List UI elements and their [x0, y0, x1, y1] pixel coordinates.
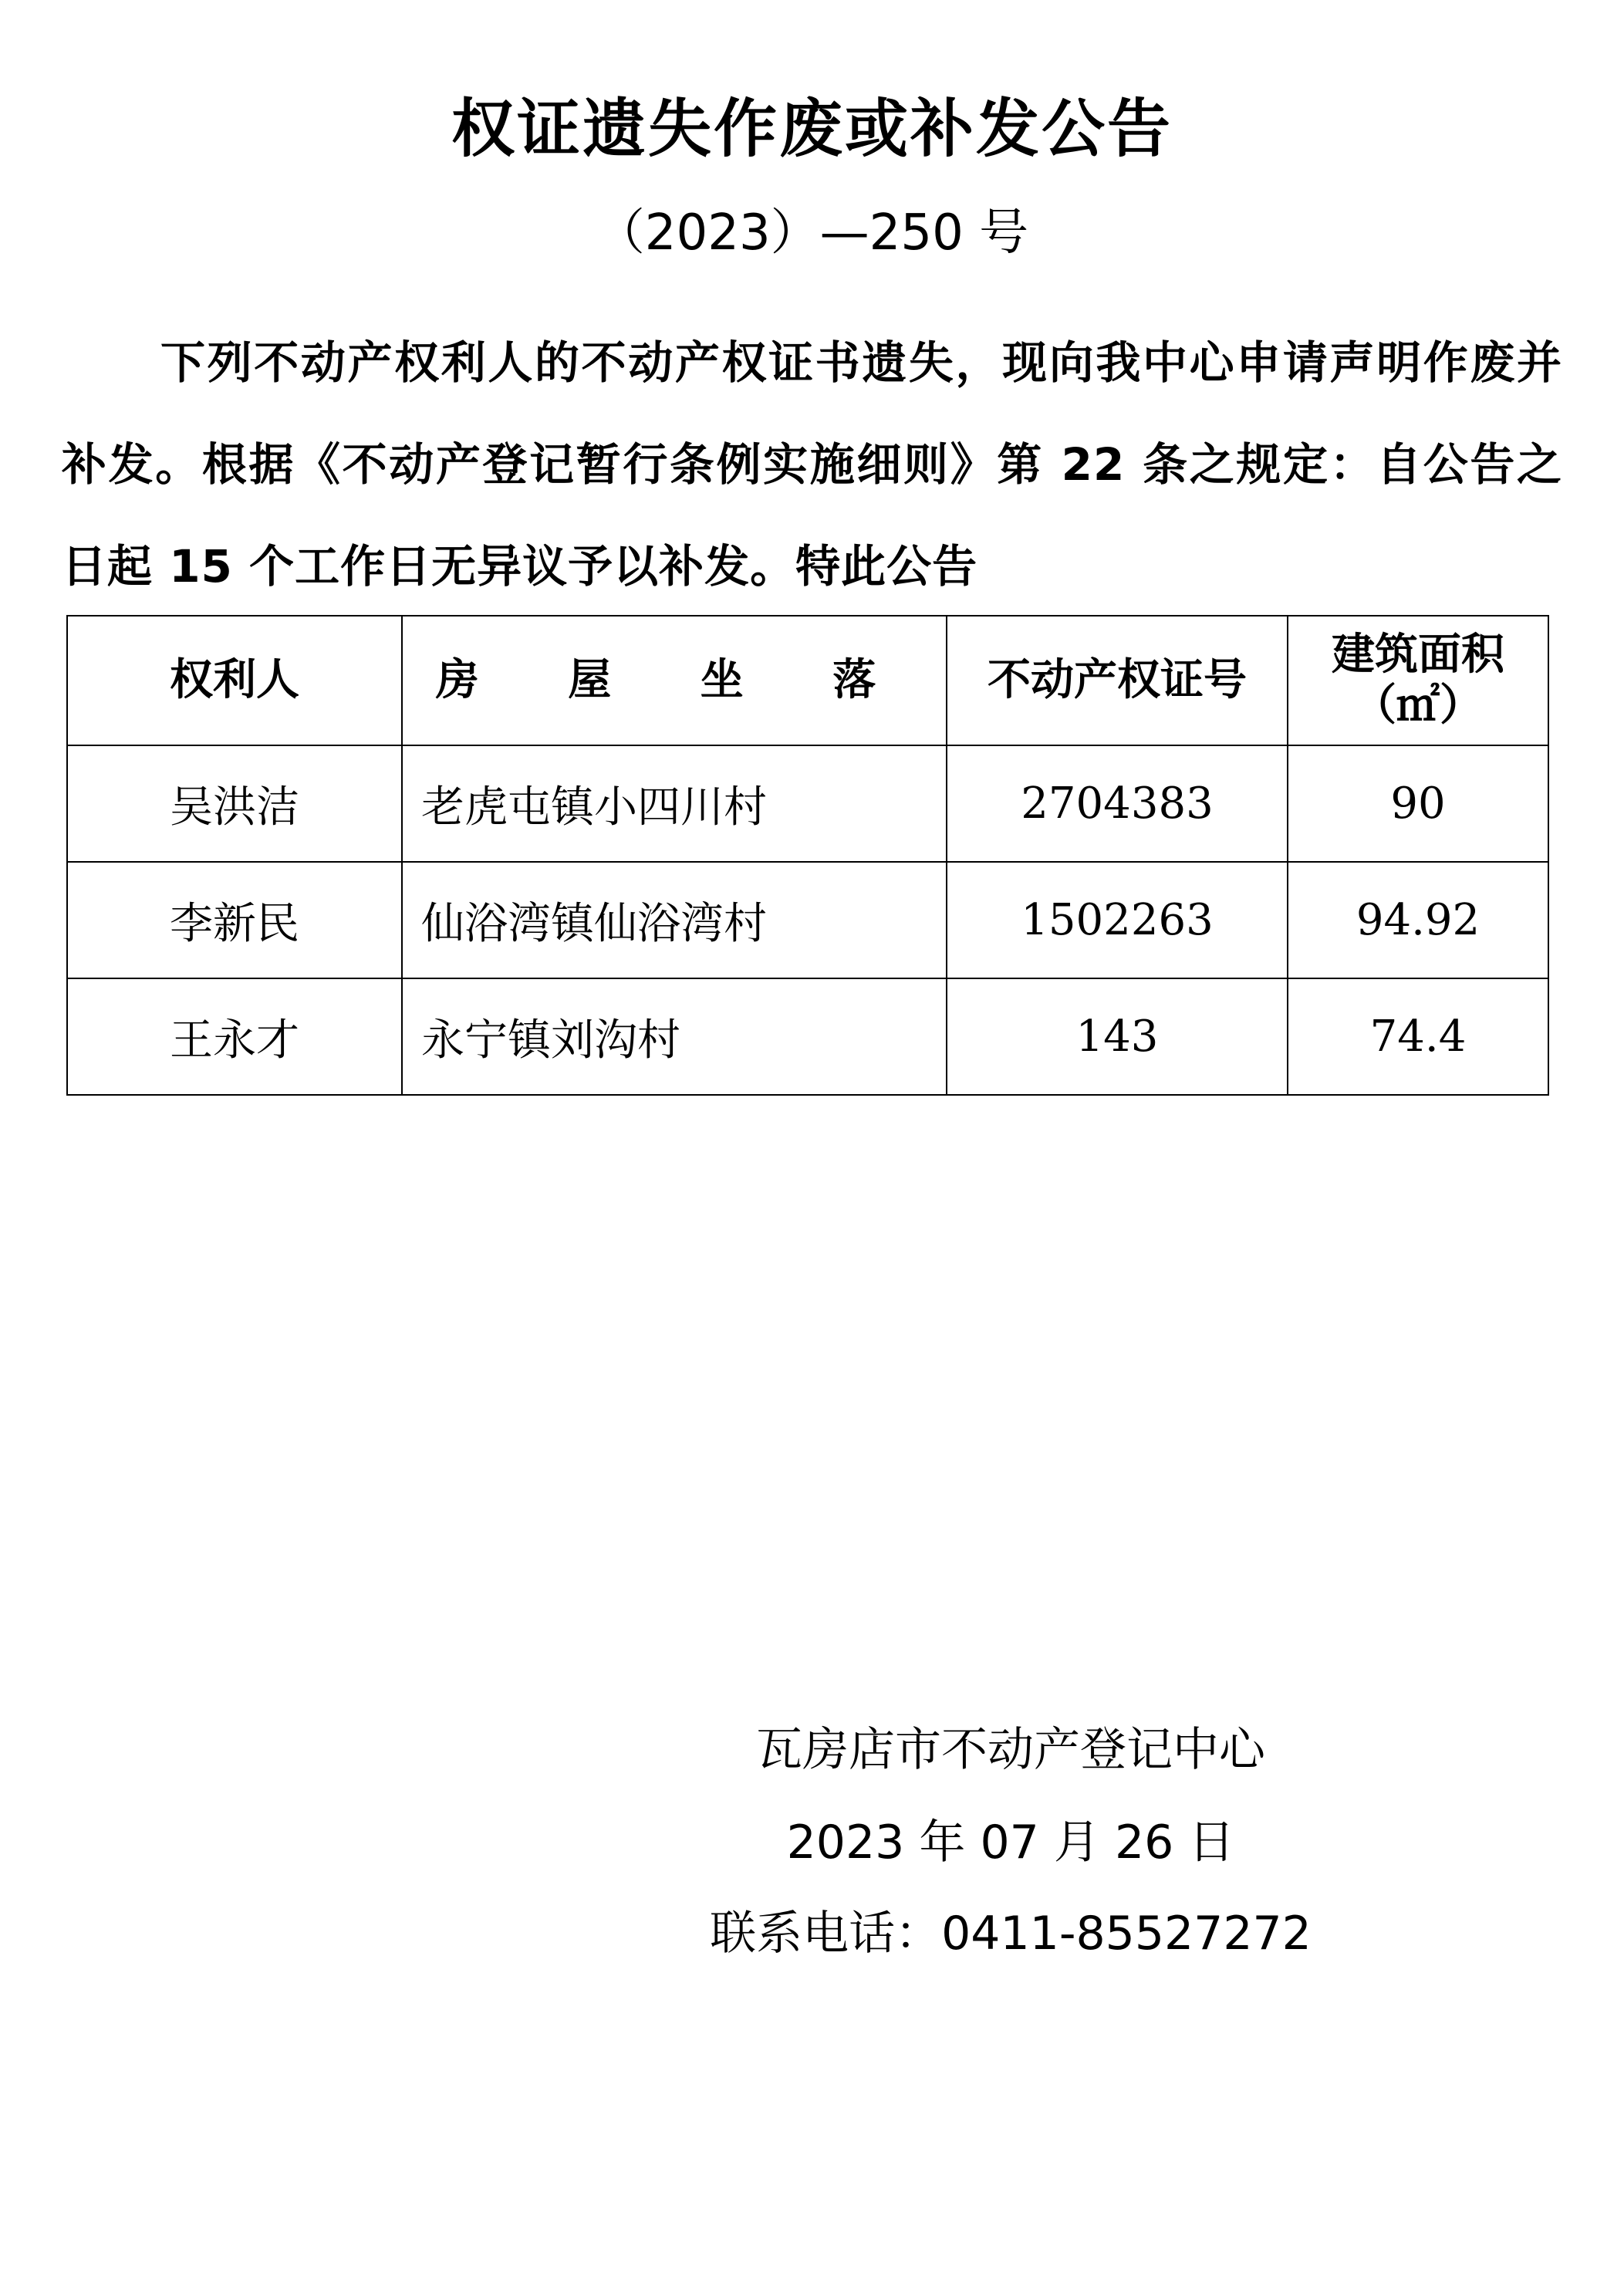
header-area-label: 建筑面积: [1332, 630, 1504, 680]
cell-owner: 李新民: [67, 862, 402, 978]
table-row: [67, 862, 1548, 978]
cell-cert-no: 2704383: [947, 745, 1288, 862]
cell-location: 永宁镇刘沟村: [402, 978, 947, 1095]
cell-area: 74.4: [1288, 978, 1548, 1095]
cell-cert-no: 143: [947, 978, 1288, 1095]
contact-phone: 联系电话：0411-85527272: [710, 1907, 1312, 1961]
cell-location: 仙浴湾镇仙浴湾村: [402, 862, 947, 978]
issuer: 瓦房店市不动产登记中心: [756, 1723, 1265, 1777]
notice-title: 权证遗失作废或补发公告: [451, 93, 1173, 166]
header-location: 房 屋 坐 落: [402, 616, 947, 745]
records-table: [66, 615, 1549, 1096]
notice-number: （2023）—250 号: [595, 204, 1029, 262]
cell-location: 老虎屯镇小四川村: [402, 745, 947, 862]
cell-owner: 王永才: [67, 978, 402, 1095]
table-row: [67, 978, 1548, 1095]
table-header-row: [67, 616, 1548, 745]
notice-intro: 下列不动产权利人的不动产权证书遗失，现向我中心申请声明作废并补发。根据《不动产登记暂行条例实施细则》第 22 条之规定：自公告之日起 15 个工作日无异议予以补发。特此公告: [62, 336, 1562, 593]
issue-date: 2023 年 07 月 26 日: [786, 1816, 1235, 1870]
header-cert-no: 不动产权证号: [947, 616, 1288, 745]
cell-owner: 吴洪洁: [67, 745, 402, 862]
table-row: [67, 745, 1548, 862]
cell-area: 90: [1288, 745, 1548, 862]
cell-area: 94.92: [1288, 862, 1548, 978]
header-owner: 权利人: [67, 616, 402, 745]
header-area-unit: （㎡）: [1353, 681, 1483, 731]
header-area: [1288, 616, 1548, 745]
cell-cert-no: 1502263: [947, 862, 1288, 978]
